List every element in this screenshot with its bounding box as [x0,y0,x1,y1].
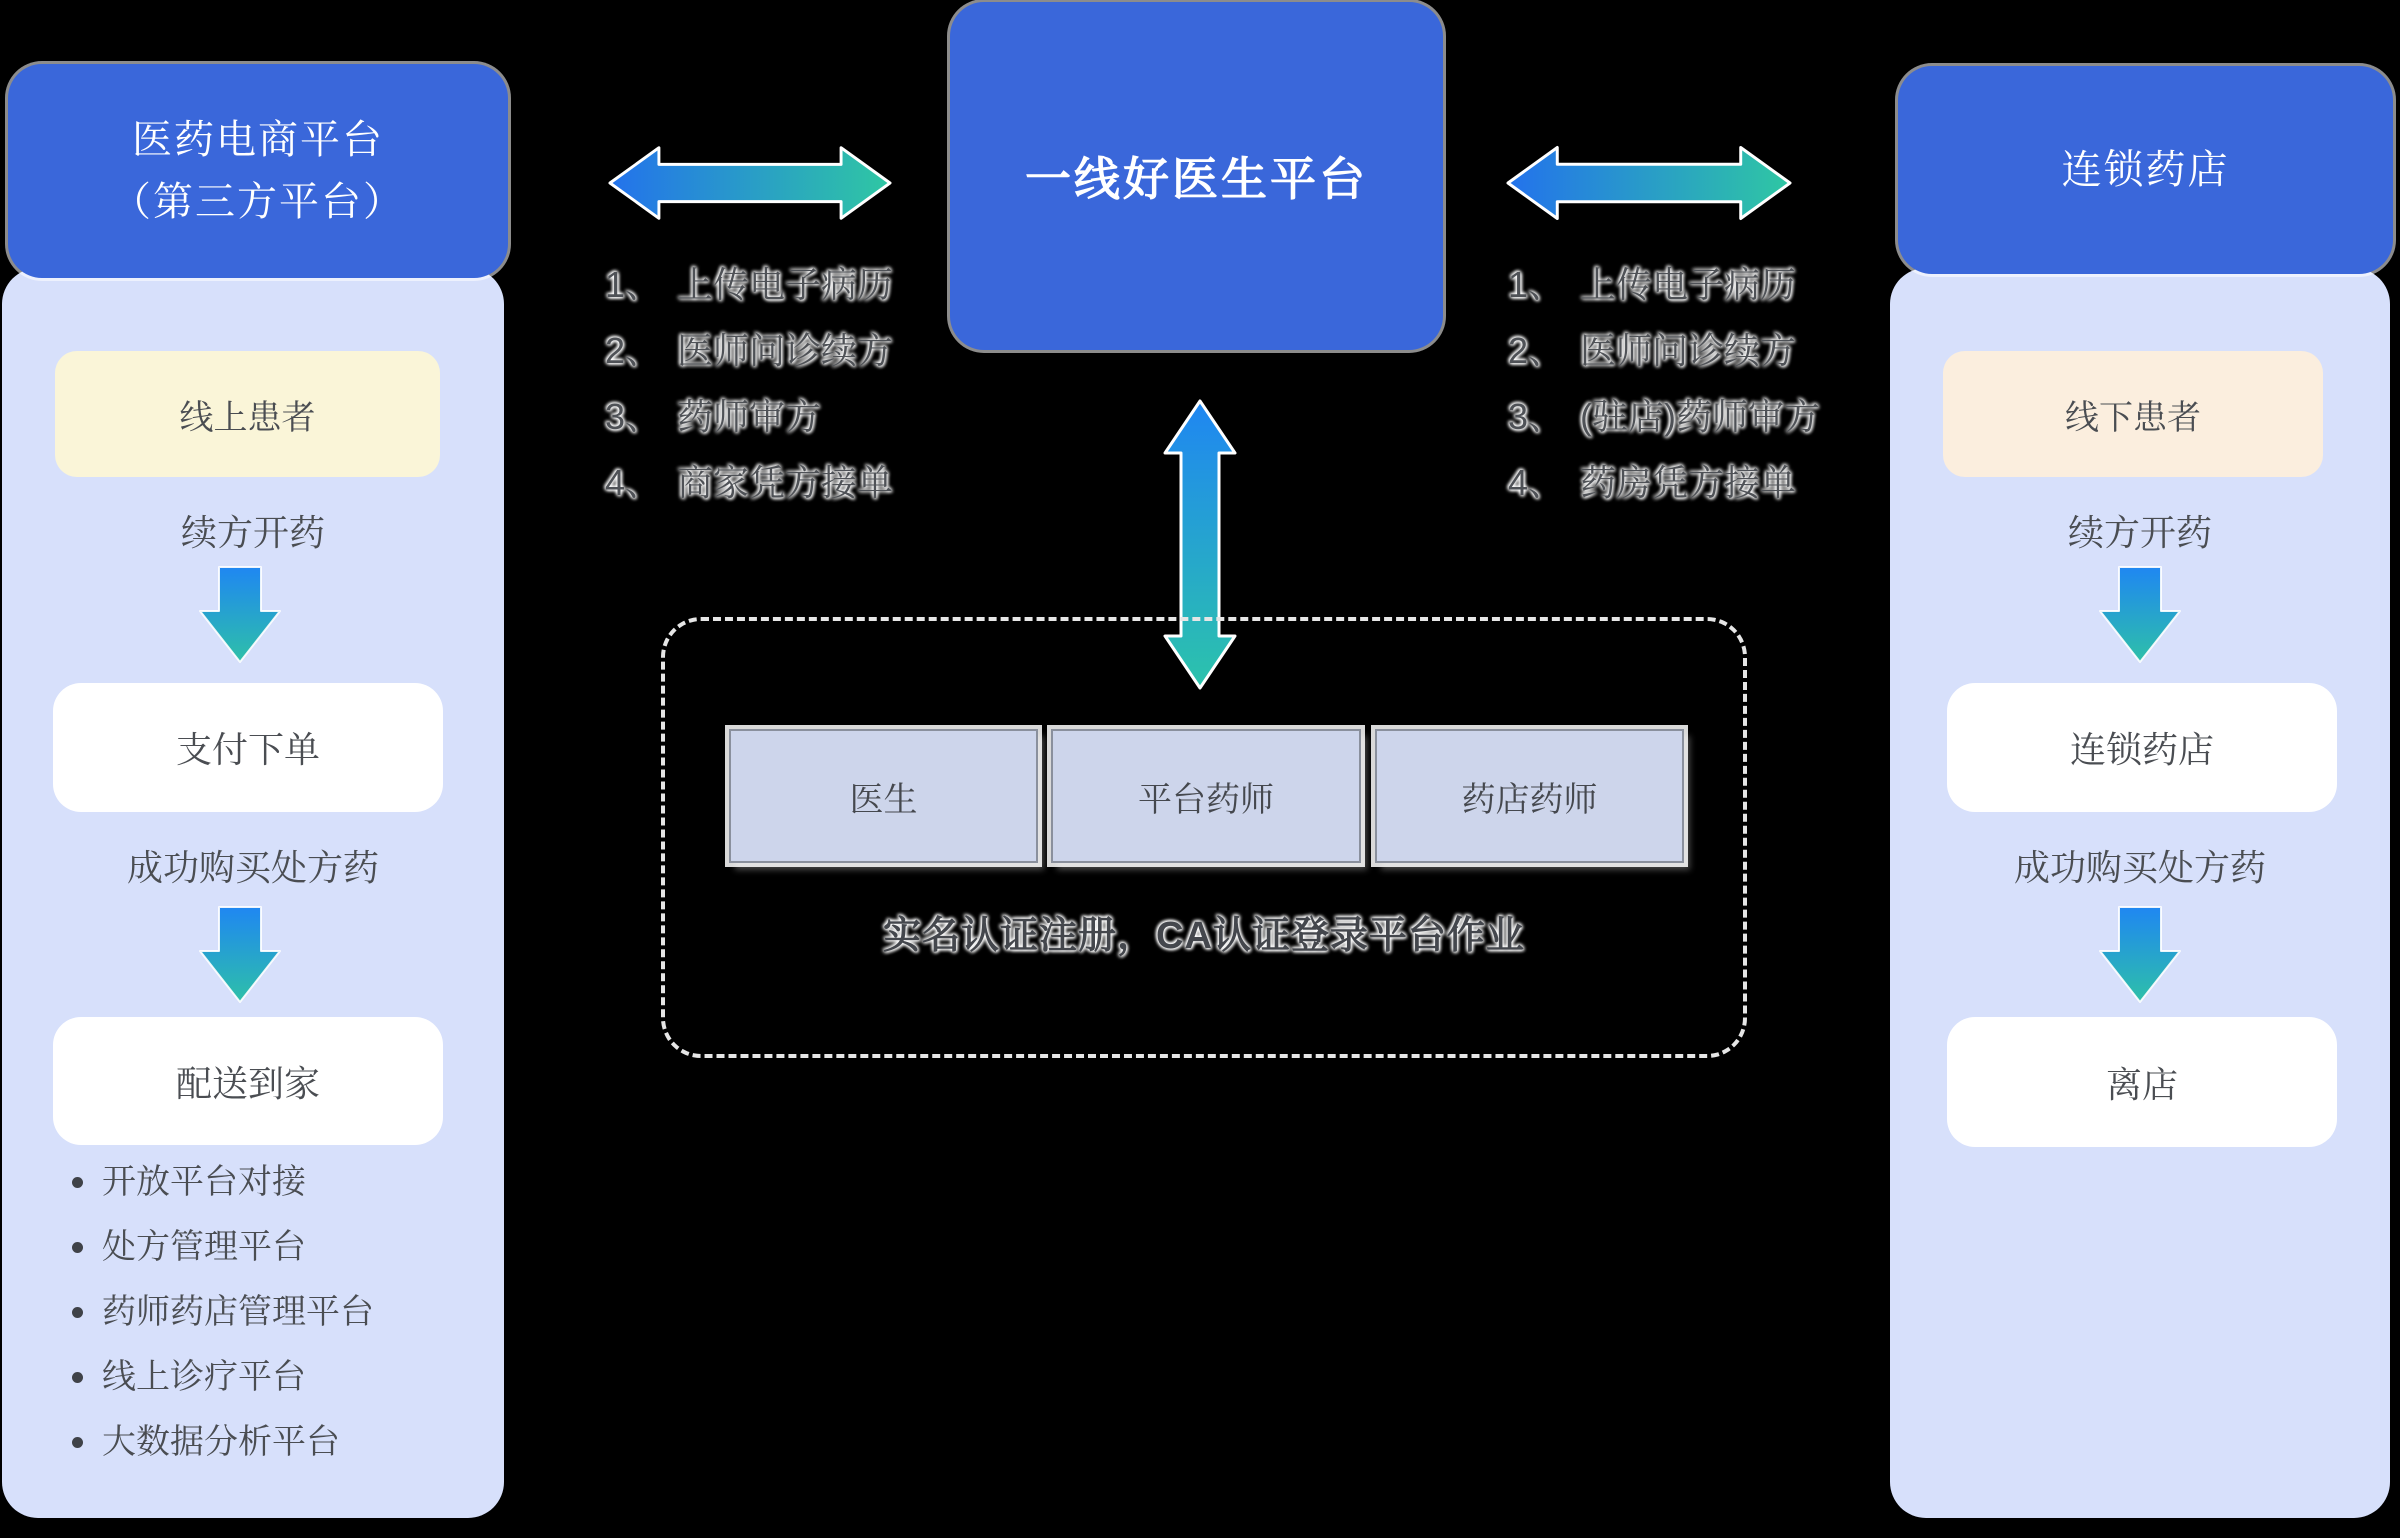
flow-step [1508,384,1820,450]
doctor-role-box [729,729,1038,863]
ecommerce-header-line2: （第三方平台） [111,180,405,224]
chain-store-step-label: 连锁药店 [2069,729,2214,770]
right-down-arrow-1-icon [2098,566,2182,664]
platform-capability-list [68,1150,498,1475]
pay-order-box [53,683,443,812]
list-item: 大数据分析平台 [68,1410,498,1475]
right-double-arrow-horizontal-icon [1506,145,1792,221]
step-text: (驻店)药师审方 [1580,396,1821,437]
flow-step [1508,450,1820,516]
step-text: 药师审方 [677,396,822,437]
platform-pharmacist-role-box [1051,729,1361,863]
platform-pharmacist-label: 平台药师 [1138,780,1274,819]
right-step-success-label: 成功购买处方药 [2013,847,2266,888]
step-number: 4、 [605,462,662,503]
left-down-arrow-1-icon [198,566,282,664]
list-item: 开放平台对接 [68,1150,498,1215]
step-number: 4、 [1508,462,1565,503]
certification-dashed-container [661,617,1747,1058]
online-patient-label: 线上患者 [179,398,316,437]
right-down-arrow-2-icon [2098,906,2182,1004]
right-step-refill-label: 续方开药 [2067,512,2212,553]
flow-step [1508,318,1820,384]
ecommerce-platform-header [8,64,508,278]
list-item: 处方管理平台 [68,1215,498,1280]
certification-caption: 实名认证注册，CA认证登录平台作业 [883,915,1525,957]
list-item: 药师药店管理平台 [68,1280,498,1345]
leave-store-box [1947,1017,2337,1147]
left-step-refill-label: 续方开药 [180,512,325,553]
chain-pharmacy-header [1898,66,2393,274]
step-number: 2、 [605,330,662,371]
flow-step [605,252,893,318]
step-text: 上传电子病历 [1580,264,1797,305]
left-double-arrow-horizontal-icon [608,145,892,221]
flow-step [605,450,893,516]
step-text: 医师问诊续方 [677,330,894,371]
right-flow-steps-list [1508,252,1820,516]
left-step-success-label: 成功购买处方药 [126,847,379,888]
pay-order-label: 支付下单 [175,729,320,770]
online-patient-box [55,351,440,477]
step-number: 1、 [605,264,662,305]
list-item: 线上诊疗平台 [68,1345,498,1410]
flow-step [605,384,893,450]
home-delivery-label: 配送到家 [175,1062,320,1104]
offline-patient-label: 线下患者 [2065,398,2201,437]
flow-step [1508,252,1820,318]
step-number: 2、 [1508,330,1565,371]
leave-store-label: 离店 [2105,1063,2178,1105]
left-flow-steps-list [605,252,893,516]
flow-step [605,318,893,384]
step-number: 3、 [605,396,662,437]
doctor-role-label: 医生 [849,780,918,819]
left-down-arrow-2-icon [198,906,282,1004]
step-text: 药房凭方接单 [1580,462,1797,503]
step-number: 3、 [1508,396,1565,437]
store-pharmacist-label: 药店药师 [1461,780,1598,819]
chain-pharmacy-header-label: 连锁药店 [2061,148,2230,192]
center-platform-title: 一线好医生平台 [1025,153,1368,205]
step-text: 商家凭方接单 [677,462,894,503]
step-text: 医师问诊续方 [1580,330,1797,371]
store-pharmacist-role-box [1375,729,1684,863]
home-delivery-box [53,1017,443,1145]
yixianhaoyisheng-platform-box [950,2,1443,350]
chain-store-step-box [1947,683,2337,812]
step-text: 上传电子病历 [677,264,894,305]
ecommerce-header-line1: 医药电商平台 [132,118,384,162]
step-number: 1、 [1508,264,1565,305]
offline-patient-box [1943,351,2323,477]
